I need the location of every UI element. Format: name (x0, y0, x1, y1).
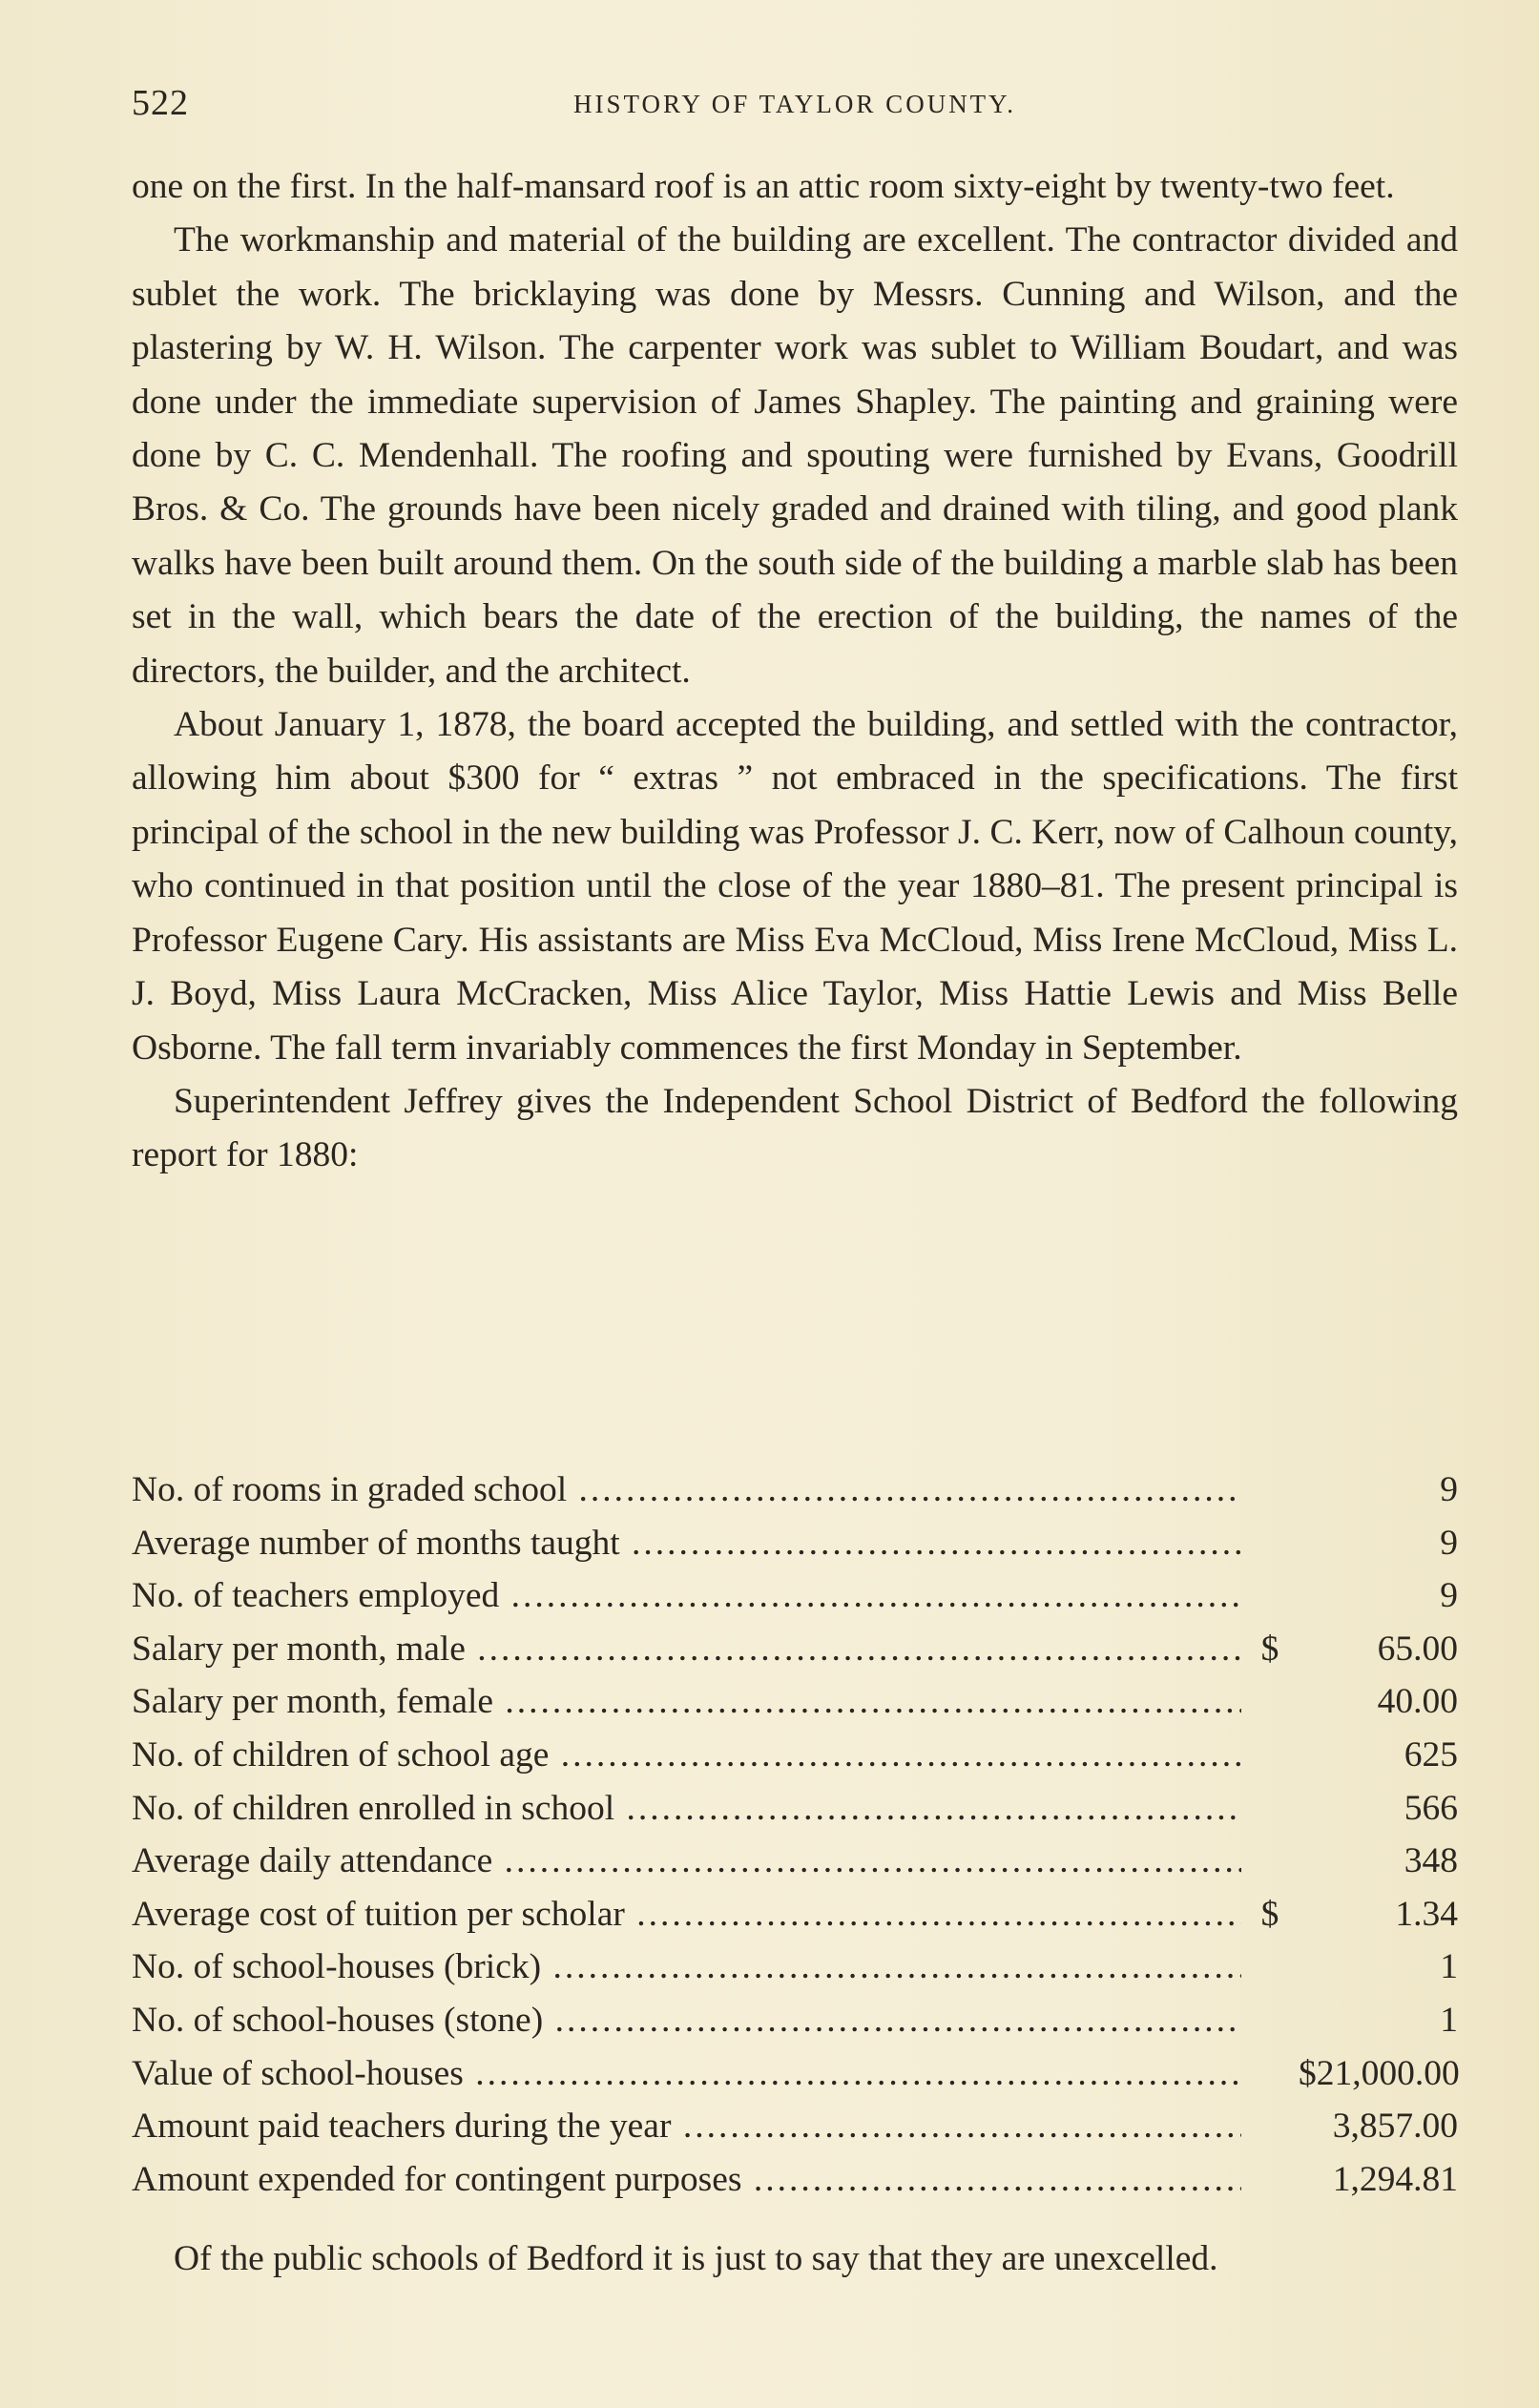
report-row (132, 2047, 1458, 2101)
report-value: 1 (1440, 2000, 1458, 2040)
report-row (132, 2100, 1458, 2153)
page-number: 522 (132, 83, 189, 123)
report-row (132, 2153, 1458, 2207)
report-value: 1,294.81 (1332, 2159, 1458, 2199)
running-head: HISTORY OF TAYLOR COUNTY. (573, 90, 1016, 118)
report-value: 9 (1440, 1470, 1458, 1509)
report-currency: $ (1260, 1629, 1279, 1669)
report-row (132, 1463, 1458, 1517)
paragraph: one on the first. In the half-mansard roof is an attic room sixty-eight by twenty-two feet. (132, 167, 1395, 206)
report-row (132, 1623, 1458, 1676)
report-row (132, 1729, 1458, 1782)
report-row (132, 1941, 1458, 1994)
school-report-table (132, 1463, 1458, 2206)
paragraph: About January 1, 1878, the board accepted the building, and settled with the contractor, allowing him about $300 for “ extras ” not embraced in the specifications. The first principal of the school in the new building was Professor J. C. Kerr, now of Calhoun county, who continued in that position until the close of the year 1880–81. The present principal is Professor Eugene Cary. His assistants are Miss Eva McCloud, Miss Irene McCloud, Miss L. J. Boyd, Miss Laura McCracken, Miss Alice Taylor, Miss Hattie Lewis and Miss Belle Osborne. The fall term invariably commences the first Monday in September. (132, 705, 1458, 1068)
report-row (132, 1782, 1458, 1836)
report-row (132, 1835, 1458, 1888)
report-label: Salary per month, male ..... (132, 1623, 1241, 1676)
report-label: No. of teachers employed ..... (132, 1569, 1241, 1623)
report-value: 9 (1440, 1576, 1458, 1616)
report-label: No. of rooms in graded school ..... (132, 1463, 1241, 1517)
closing-sentence: Of the public schools of Bedford it is just to say that they are unexcelled. (174, 2239, 1218, 2278)
report-value: 65.00 (1377, 1629, 1458, 1669)
report-row (132, 1569, 1458, 1623)
report-label: No. of school-houses (brick) ..... (132, 1941, 1241, 1994)
report-label: No. of children of school age ..... (132, 1729, 1241, 1782)
report-value: $21,000.00 (1299, 2053, 1460, 2093)
report-value: 40.00 (1377, 1682, 1458, 1722)
report-label: Amount paid teachers during the year ..... (132, 2100, 1241, 2153)
report-row (132, 1994, 1458, 2047)
paragraph: Superintendent Jeffrey gives the Independent School District of Bedford the following report for 1880: (132, 1081, 1458, 1175)
report-row (132, 1517, 1458, 1570)
report-label: Average number of months taught ..... (132, 1517, 1241, 1570)
report-value: 625 (1404, 1734, 1458, 1775)
report-label: Value of school-houses ..... (132, 2047, 1241, 2101)
report-label: No. of school-houses (stone) ..... (132, 1994, 1241, 2047)
report-currency: $ (1260, 1894, 1279, 1934)
report-label: Average daily attendance ..... (132, 1835, 1241, 1888)
report-label: Salary per month, female ..... (132, 1675, 1241, 1729)
report-value: 348 (1404, 1841, 1458, 1881)
report-value: 9 (1440, 1523, 1458, 1563)
report-label: Average cost of tuition per scholar ..... (132, 1888, 1241, 1941)
body-text (132, 160, 1458, 1183)
report-label: Amount expended for contingent purposes ..... (132, 2153, 1241, 2207)
report-value: 1.34 (1395, 1894, 1458, 1934)
report-label: No. of children enrolled in school ..... (132, 1782, 1241, 1836)
report-value: 1 (1440, 1947, 1458, 1987)
report-value: 566 (1404, 1788, 1458, 1828)
report-value: 3,857.00 (1332, 2107, 1458, 2147)
paragraph: The workmanship and material of the building are excellent. The contractor divided and sublet the work. The bricklaying was done by Messrs. Cunning and Wilson, and the plastering by W. H. Wilson. The carpenter work was sublet to William Boudart, and was done under the immediate supervision of James Shapley. The painting and graining were done by C. C. Mendenhall. The roofing and spouting were furnished by Evans, Goodrill Bros. & Co. The grounds have been nicely graded and drained with tiling, and good plank walks have been built around them. On the south side of the building a marble slab has been set in the wall, which bears the date of the erection of the building, the names of the directors, the builder, and the architect. (132, 220, 1458, 691)
report-row (132, 1888, 1458, 1941)
report-row (132, 1675, 1458, 1729)
